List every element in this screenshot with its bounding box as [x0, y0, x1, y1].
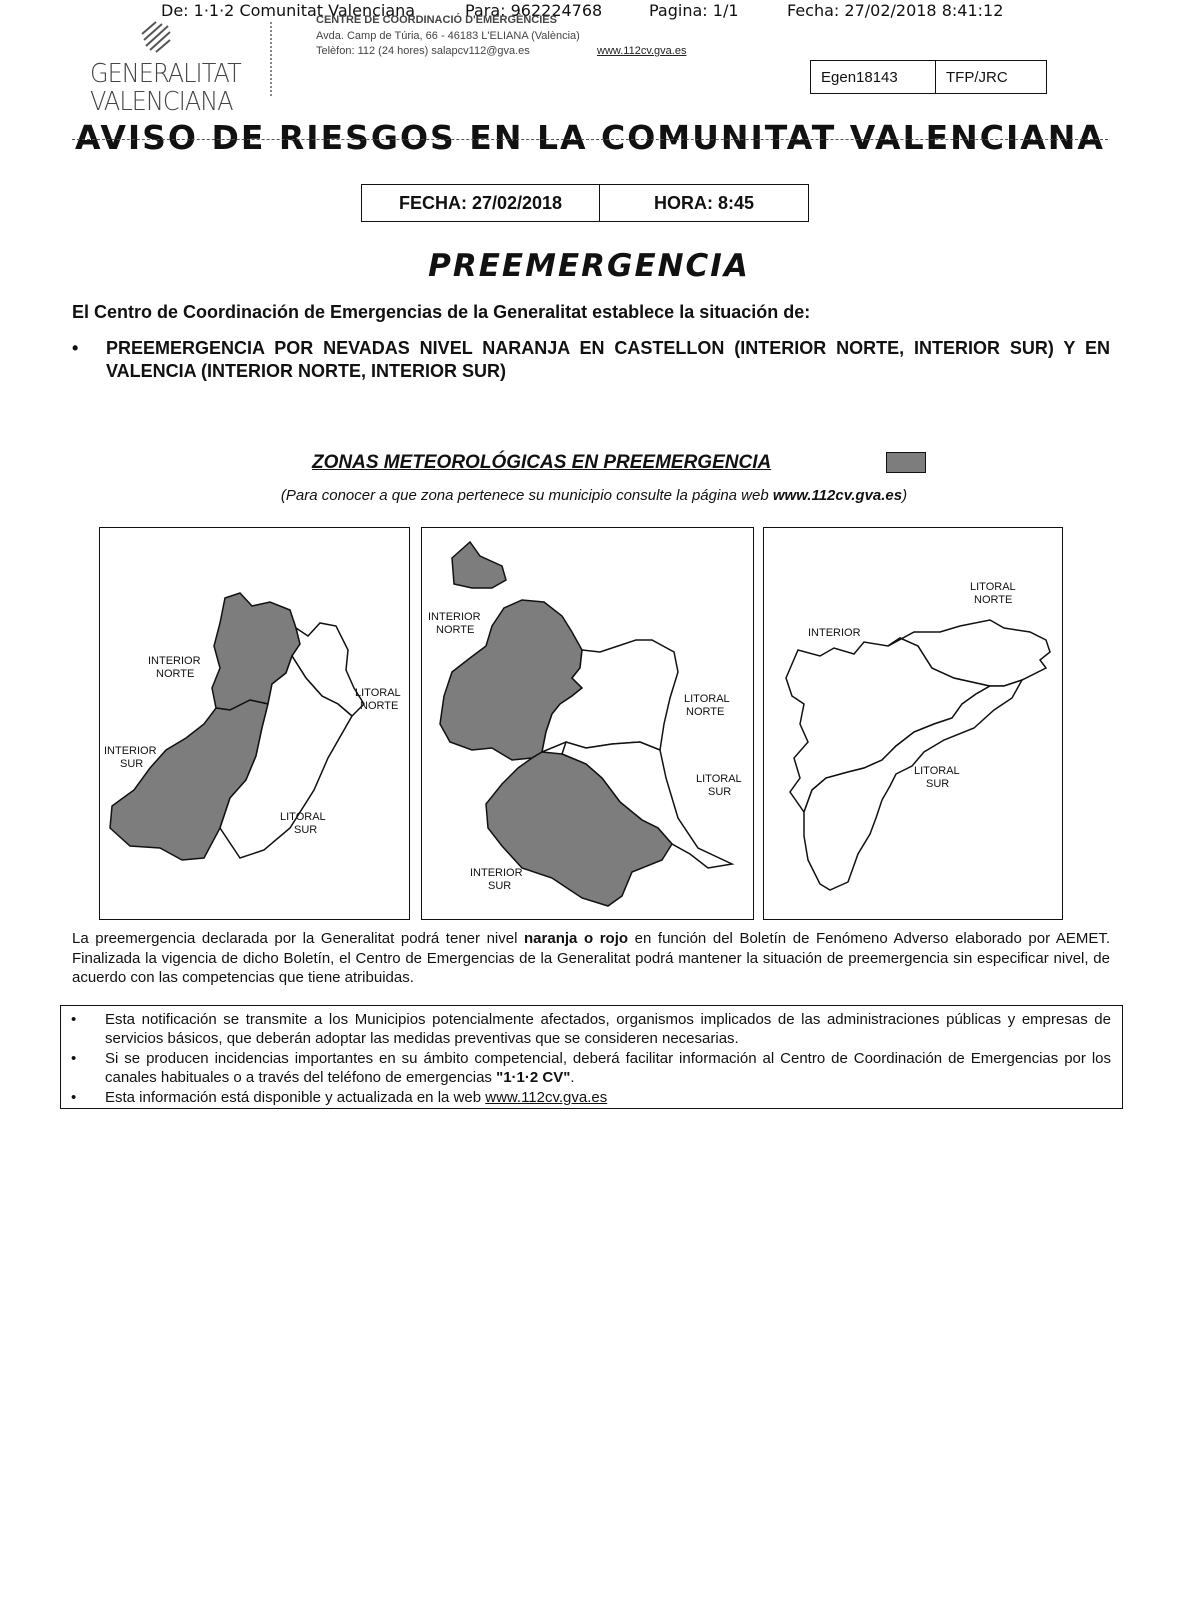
alicante-litoral-sur-label-2: SUR — [926, 778, 950, 790]
notice-web-link[interactable]: www.112cv.gva.es — [485, 1089, 608, 1106]
paragraph-part-2: en función del Boletín de Fenómeno Adverso elaborado por AEMET. Finalizada la vigencia de dicho Boletín, el Centro de Emergencias de la Generalitat podrá mantener la situación de preemergencia sin especificar nivel, de acuerdo con las competencias que tiene atribuidas. — [72, 930, 1111, 986]
valencia-interior-sur-label-2: SUR — [488, 880, 512, 892]
logo-stripes-icon — [138, 20, 174, 56]
zonas-title: ZONAS METEOROLÓGICAS EN PREEMERGENCIA — [312, 452, 772, 473]
valencia-interior-sur-label-1: INTERIOR — [470, 867, 523, 879]
castellon-litoral-norte-label-2: NORTE — [360, 700, 399, 712]
castellon-interior-sur-label-2: SUR — [120, 758, 144, 770]
bullet-dot-icon: • — [71, 1011, 77, 1028]
alicante-litoral-norte-label-1: LITORAL — [970, 581, 1016, 593]
notice-item-2-pre: Si se producen incidencias importantes en su ámbito competencial, deberá facilitar información al Centro de Coordinación de Emergencias por los canales habituales o a través del teléfono de emergencias — [105, 1050, 1111, 1086]
main-title: AVISO DE RIESGOS EN LA COMUNITAT VALENCIANA — [75, 118, 1105, 157]
castellon-interior-norte-label-1: INTERIOR — [148, 655, 201, 667]
map-valencia-svg — [422, 528, 753, 919]
bullet-dot-icon: • — [71, 1050, 77, 1067]
notice-item-1-text: Esta notificación se transmite a los Municipios potencialmente afectados, organismos implicados de las administraciones públicas y empresas de servicios básicos, que deberán adoptar las medidas preventivas que se consideren necesarias. — [105, 1011, 1111, 1047]
preemergencia-paragraph — [72, 929, 1110, 988]
valencia-interior-norte-label-1: INTERIOR — [428, 611, 481, 623]
fax-header — [0, 0, 1202, 20]
zonas-subtitle-pre: (Para conocer a que zona pertenece su municipio consulte la página web — [280, 487, 773, 504]
map-castellon-svg — [100, 528, 409, 919]
notice-item-2 — [61, 1049, 1111, 1087]
notice-item-2-phone: "1·1·2 CV" — [496, 1069, 571, 1086]
bullet-dot-icon: • — [72, 338, 79, 358]
valencia-litoral-sur-label-1: LITORAL — [696, 773, 742, 785]
address-org: CENTRE DE COORDINACIÓ D'EMERGÈNCIES — [316, 14, 557, 26]
title-strike-line — [72, 139, 1108, 140]
valencia-interior-norte-label-2: NORTE — [436, 624, 475, 636]
address-web-link[interactable]: www.112cv.gva.es — [597, 45, 687, 57]
fax-page: Pagina: 1/1 — [649, 1, 739, 20]
map-alicante-svg — [764, 528, 1062, 919]
valencia-rincon-zone — [452, 542, 506, 588]
valencia-litoral-sur-label-2: SUR — [708, 786, 732, 798]
situation-bullet — [72, 337, 1110, 383]
zonas-subtitle — [0, 487, 1188, 504]
logo-line2: VALENCIANA — [90, 87, 233, 117]
notice-item-1 — [61, 1010, 1111, 1048]
alicante-interior-label: INTERIOR — [808, 627, 861, 639]
paragraph-bold-levels: naranja o rojo — [524, 930, 629, 947]
notice-item-2-post: . — [570, 1069, 575, 1086]
address-street: Avda. Camp de Túria, 66 - 46183 L'ELIANA (València) — [316, 30, 580, 42]
notice-item-2-text — [105, 1049, 1111, 1087]
logo-line1: GENERALITAT — [90, 59, 241, 89]
valencia-litoral-norte-label-2: NORTE — [686, 706, 725, 718]
legend-swatch — [886, 452, 926, 473]
map-castellon — [99, 527, 410, 920]
castellon-interior-sur-label-1: INTERIOR — [104, 745, 157, 757]
header-divider — [270, 22, 272, 96]
date-time-box — [361, 184, 809, 222]
intro-text: El Centro de Coordinación de Emergencias de la Generalitat establece la situación de: — [72, 302, 811, 322]
castellon-litoral-sur-label-2: SUR — [294, 824, 318, 836]
notice-item-3-text — [105, 1088, 1111, 1107]
address-phone: Telèfon: 112 (24 hores) salapcv112@gva.es — [316, 45, 530, 57]
notice-item-3 — [61, 1088, 1111, 1107]
castellon-litoral-norte-label-1: LITORAL — [355, 687, 401, 699]
bullet-dot-icon: • — [71, 1089, 77, 1106]
map-valencia — [421, 527, 754, 920]
alicante-litoral-sur-label-1: LITORAL — [914, 765, 960, 777]
alicante-litoral-norte-label-2: NORTE — [974, 594, 1013, 606]
zonas-subtitle-link[interactable]: www.112cv.gva.es — [772, 487, 903, 504]
notice-item-3-pre: Esta información está disponible y actualizada en la web — [105, 1089, 486, 1106]
hora-label: HORA: 8:45 — [653, 192, 755, 213]
fecha-label: FECHA: 27/02/2018 — [362, 185, 600, 221]
reference-code: Egen18143 — [811, 61, 936, 93]
fax-to: Para: 962224768 — [465, 1, 603, 20]
castellon-interior-norte-label-2: NORTE — [156, 668, 195, 680]
reference-initials: TFP/JRC — [946, 68, 1008, 86]
notice-box — [60, 1005, 1123, 1109]
castellon-litoral-sur-label-1: LITORAL — [280, 811, 326, 823]
situation-bullet-text: PREEMERGENCIA POR NEVADAS NIVEL NARANJA EN CASTELLON (INTERIOR NORTE, INTERIOR SUR) Y EN VALENCIA (INTERIOR NORTE, INTERIOR SUR) — [106, 338, 1110, 381]
generalitat-logo — [90, 20, 260, 120]
valencia-litoral-norte-label-1: LITORAL — [684, 693, 730, 705]
fax-from: De: 1·1·2 Comunitat Valenciana — [161, 1, 416, 20]
zonas-subtitle-post: ) — [902, 487, 908, 504]
paragraph-part-1: La preemergencia declarada por la Generalitat podrá tener nivel — [72, 930, 525, 947]
situation-title: PREEMERGENCIA — [428, 248, 750, 284]
map-alicante — [763, 527, 1063, 920]
fax-date: Fecha: 27/02/2018 8:41:12 — [787, 1, 1004, 20]
reference-box — [810, 60, 1047, 94]
